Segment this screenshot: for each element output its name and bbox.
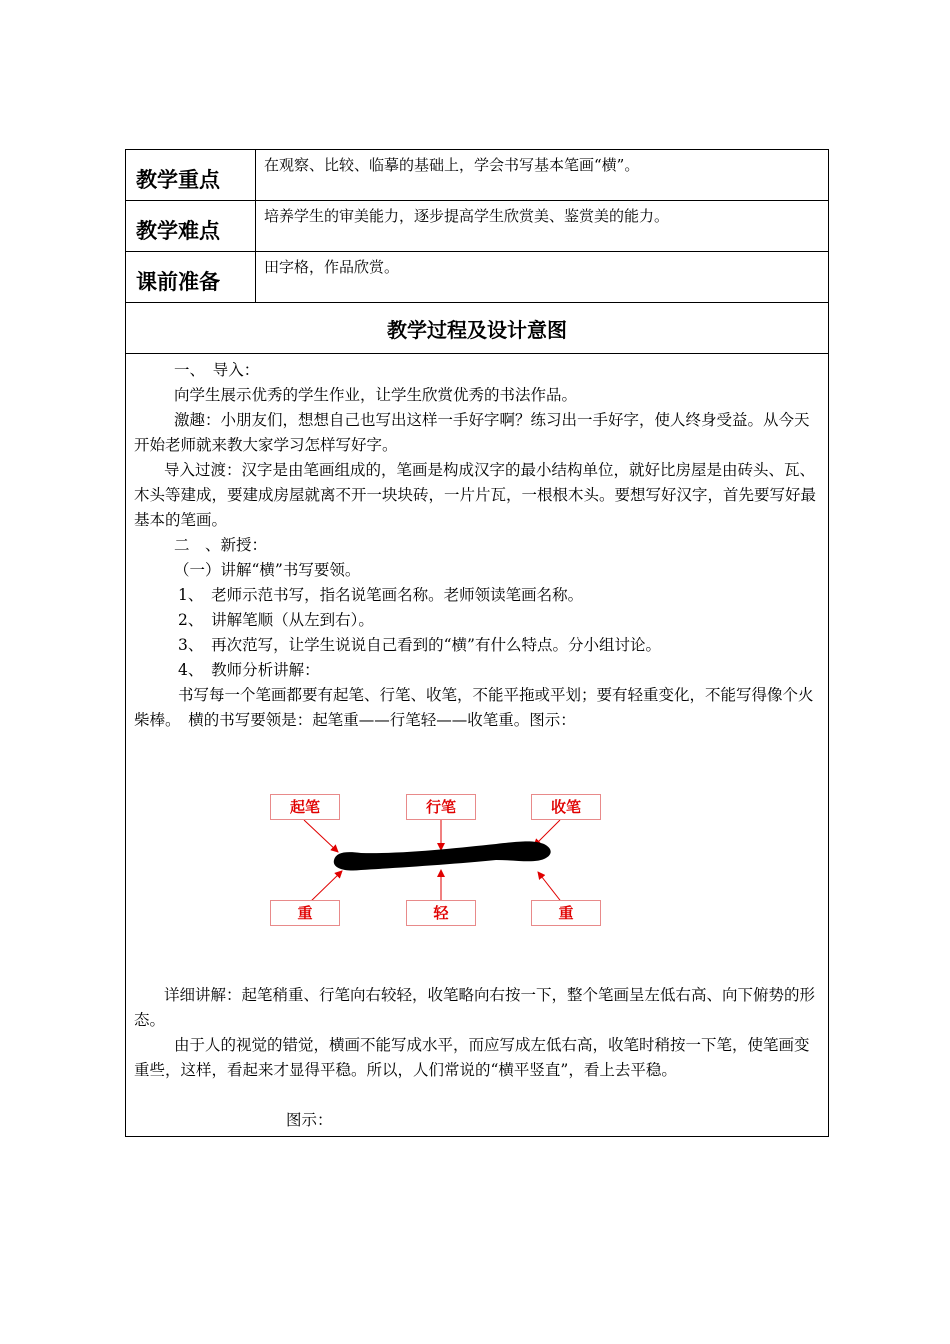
label-light-middle: 轻 — [406, 900, 476, 926]
paragraph: 导入过渡：汉字是由笔画组成的，笔画是构成汉字的最小结构单位，就好比房屋是由砖头、瓦、木头等建成，要建成房屋就离不开一块块砖，一片片瓦，一根根木头。要想写好汉字，首先要写好最基本的笔画。 — [134, 461, 817, 529]
row-label: 教学重点 — [126, 150, 256, 200]
paragraph: 激趣：小朋友们，想想自己也写出这样一手好字啊？练习出一手好字，使人终身受益。从今天开始老师就来教大家学习怎样写好字。 — [134, 411, 810, 454]
paragraph: 由于人的视觉的错觉，横画不能写成水平，而应写成左低右高，收笔时稍按一下笔，使笔画变重些，这样，看起来才显得平稳。所以，人们常说的“横平竖直”，看上去平稳。 — [134, 1036, 810, 1079]
section-title: 教学过程及设计意图 — [126, 303, 828, 354]
row-label: 教学难点 — [126, 201, 256, 251]
arrow-line — [534, 820, 560, 846]
paragraph: 1、 老师示范书写，指名说笔画名称。老师领读笔画名称。 — [178, 586, 584, 604]
paragraph: 3、 再次范写，让学生说说自己看到的“横”有什么特点。分小组讨论。 — [178, 636, 661, 654]
lesson-table — [125, 149, 829, 1137]
label-middle-stroke: 行笔 — [406, 794, 476, 820]
paragraph: 详细讲解：起笔稍重、行笔向右较轻，收笔略向右按一下，整个笔画呈左低右高、向下俯势的形态。 — [134, 986, 816, 1029]
row-key-point — [126, 150, 828, 201]
label-heavy-start: 重 — [270, 900, 340, 926]
row-value: 田字格，作品欣赏。 — [264, 258, 400, 276]
row-value: 在观察、比较、临摹的基础上，学会书写基本笔画“横”。 — [264, 156, 640, 174]
label-end-stroke: 收笔 — [531, 794, 601, 820]
label-heavy-end: 重 — [531, 900, 601, 926]
paragraph: 一、 导入： — [174, 361, 260, 379]
paragraph: 书写每一个笔画都要有起笔、行笔、收笔，不能平拖或平划；要有轻重变化，不能写得像个火柴棒。 横的书写要领是：起笔重——行笔轻——收笔重。图示： — [134, 686, 814, 729]
row-label: 课前准备 — [126, 252, 256, 302]
stroke-diagram — [266, 794, 616, 934]
paragraph: 向学生展示优秀的学生作业，让学生欣赏优秀的书法作品。 — [174, 386, 578, 404]
arrow-line — [304, 820, 338, 852]
paragraph: 2、 讲解笔顺（从左到右）。 — [178, 611, 374, 629]
label-start-stroke: 起笔 — [270, 794, 340, 820]
paragraph: 图示： — [286, 1111, 333, 1129]
paragraph: （一）讲解“横”书写要领。 — [174, 561, 361, 579]
paragraph: 4、 教师分析讲解： — [178, 661, 320, 679]
row-preparation — [126, 252, 828, 303]
paragraph: 二 、新授： — [174, 536, 268, 554]
row-value: 培养学生的审美能力，逐步提高学生欣赏美、鉴赏美的能力。 — [264, 207, 670, 225]
horizontal-stroke — [334, 841, 551, 870]
row-difficulty — [126, 201, 828, 252]
lesson-body — [126, 354, 828, 1136]
